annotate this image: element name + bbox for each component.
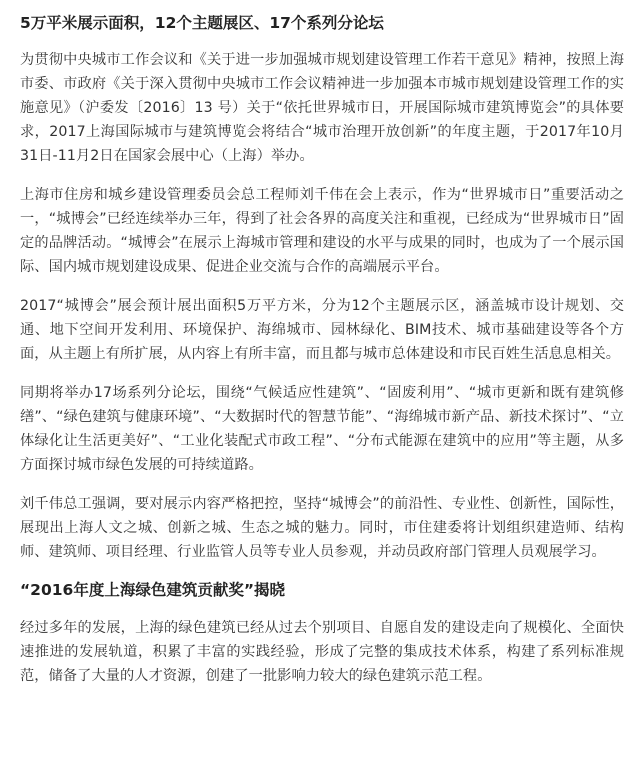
paragraph-exhibition-area: 2017“城博会”展会预计展出面积5万平方米，分为12个主题展示区，涵盖城市设计规划、交通、地下空间开发利用、环境保护、海绵城市、园林绿化、BIM技术、城市基础建设等各个方面，从主题上有所扩展，从内容上有所丰富，而且都与城市总体建设和市民百姓生活息息相关。 [20,298,624,362]
paragraph-official-remarks: 上海市住房和城乡建设管理委员会总工程师刘千伟在会上表示，作为“世界城市日”重要活动之一，“城博会”已经连续举办三年，得到了社会各界的高度关注和重视，已经成为“世界城市日”固定的品牌活动。“城博会”在展示上海城市管理和建设的水平与成果的同时，也成为了一个展示国际、国内城市规划建设成果、促进企业交流与合作的高端展示平台。 [20,187,624,275]
paragraph-forums: 同期将举办17场系列分论坛，围绕“气候适应性建筑”、“固废利用”、“城市更新和既有建筑修缮”、“绿色建筑与健康环境”、“大数据时代的智慧节能”、“海绵城市新产品、新技术探讨”、“立体绿化让生活更美好”、“工业化装配式市政工程”、“分布式能源在建筑中的应用”等主题，从多方面探讨城市绿色发展的可持续道路。 [20,385,624,473]
section-heading-award: “2016年度上海绿色建筑贡献奖”揭晓 [20,581,286,599]
paragraph-intro: 为贯彻中央城市工作会议和《关于进一步加强城市规划建设管理工作若干意见》精神，按照上海市委、市政府《关于深入贯彻中央城市工作会议精神进一步加强本市城市规划建设管理工作的实施意见》（沪委发〔2016〕13 号）关于“依托世界城市日，开展国际城市建筑博览会”的具体要求，2017上海国际城市与建筑博览会将结合“城市治理开放创新”的年度主题，于2017年10月31日-11月2日在国家会展中心（上海）举办。 [20,52,624,164]
section-heading-exhibition: 5万平米展示面积，12个主题展区、17个系列分论坛 [20,14,384,32]
paragraph-requirements: 刘千伟总工强调，要对展示内容严格把控，坚持“城博会”的前沿性、专业性、创新性，国际性，展现出上海人文之城、创新之城、生态之城的魅力。同时，市住建委将计划组织建造师、结构师、建筑师、项目经理、行业监管人员等专业人员参观，并动员政府部门管理人员观展学习。 [20,496,624,560]
paragraph-green-building: 经过多年的发展，上海的绿色建筑已经从过去个别项目、自愿自发的建设走向了规模化、全面快速推进的发展轨道，积累了丰富的实践经验，形成了完整的集成技术体系，构建了系列标准规范，储备了大量的人才资源，创建了一批影响力较大的绿色建筑示范工程。 [20,620,624,684]
